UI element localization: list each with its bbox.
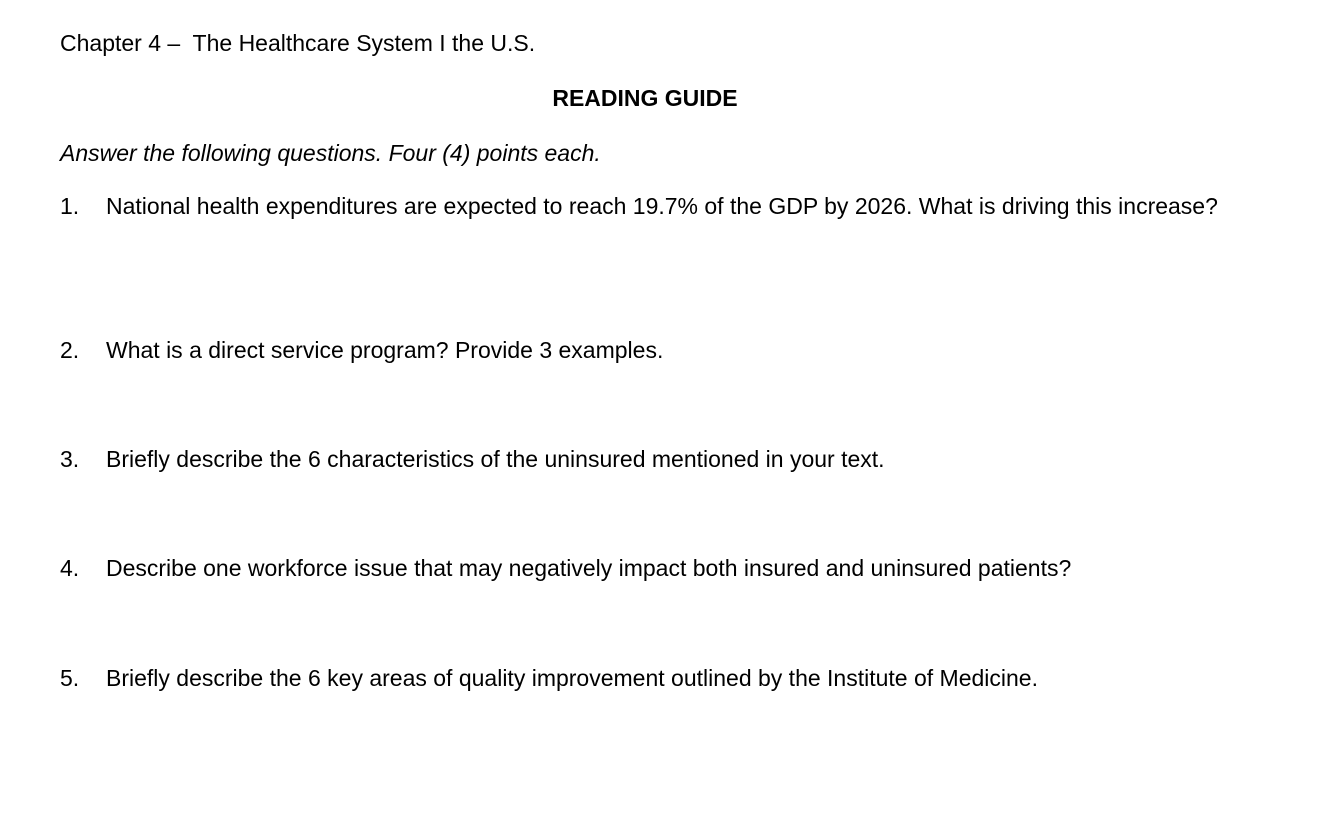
page-title: READING GUIDE (552, 85, 738, 111)
question-item (60, 661, 1240, 696)
question-text: Briefly describe the 6 key areas of quality improvement outlined by the Institute of Medicine. (106, 665, 1038, 691)
question-item (60, 333, 1240, 368)
question-text: National health expenditures are expected to reach 19.7% of the GDP by 2026. What is driving this increase? (106, 193, 1218, 219)
question-item (60, 551, 1240, 586)
question-number: 3. (60, 446, 80, 472)
question-text: Briefly describe the 6 characteristics of the uninsured mentioned in your text. (106, 446, 885, 472)
question-item (60, 189, 1240, 224)
question-text: Describe one workforce issue that may negatively impact both insured and uninsured patients? (106, 555, 1072, 581)
question-number: 4. (60, 555, 80, 581)
question-item (60, 442, 1240, 477)
instructions-text: Answer the following questions. Four (4) points each. (60, 140, 601, 166)
question-text: What is a direct service program? Provide 3 examples. (106, 337, 664, 363)
question-number: 5. (60, 665, 80, 691)
question-number: 1. (60, 193, 80, 219)
chapter-title: Chapter 4 – The Healthcare System I the U.S. (60, 30, 536, 56)
question-number: 2. (60, 337, 80, 363)
